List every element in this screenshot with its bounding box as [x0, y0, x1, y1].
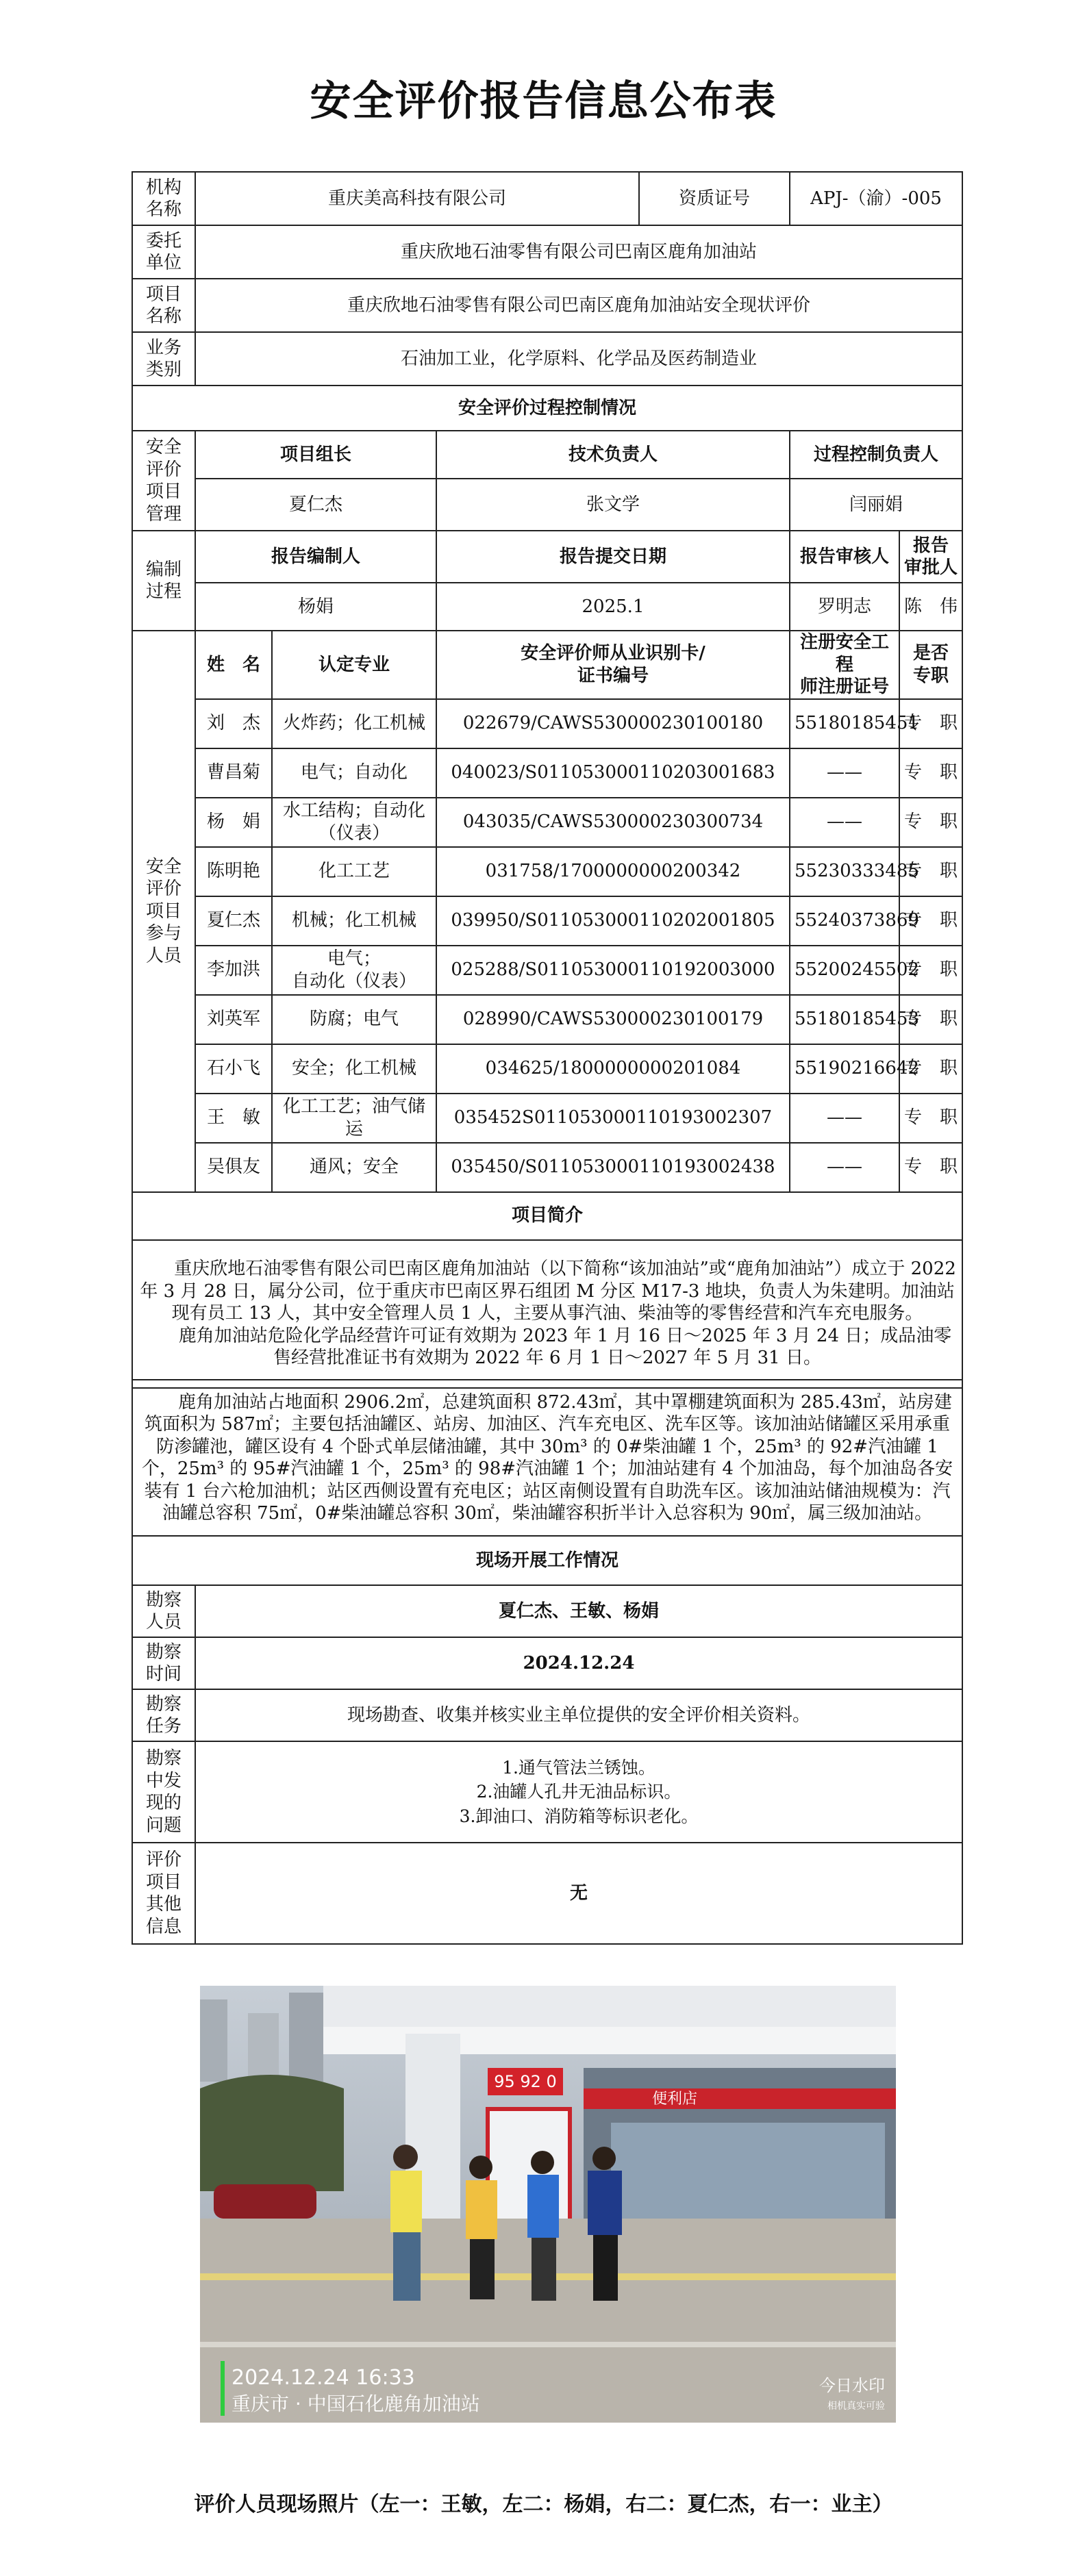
staff-full: 专 职	[899, 748, 962, 798]
author-value: 杨娟	[195, 583, 436, 631]
staff-name: 李加洪	[195, 946, 272, 995]
table-row	[132, 798, 962, 847]
staff-reg: 55190216642	[790, 1044, 899, 1094]
client-label: 委托 单位	[132, 225, 195, 279]
approver-value: 陈 伟	[899, 583, 962, 631]
table-row	[132, 1044, 962, 1094]
staff-full: 专 职	[899, 798, 962, 847]
other-info-label: 评价 项目 其他 信息	[132, 1843, 195, 1944]
staff-card: 040023/S011053000110203001683	[436, 748, 790, 798]
staff-major: 化工工艺	[272, 847, 436, 896]
staff-card: 025288/S011053000110192003000	[436, 946, 790, 995]
table-row	[132, 699, 962, 748]
survey-time-value: 2024.12.24	[195, 1637, 962, 1689]
staff-major: 电气；自动化	[272, 748, 436, 798]
reviewer-value: 罗明志	[790, 583, 899, 631]
staff-major: 通风；安全	[272, 1143, 436, 1192]
tech-header: 技术负责人	[436, 431, 790, 479]
leader-value: 夏仁杰	[195, 479, 436, 531]
staff-reg: 55230333485	[790, 847, 899, 896]
price-sign-text: 95 92 0	[494, 2072, 557, 2091]
staff-full: 专 职	[899, 995, 962, 1044]
staff-card: 031758/1700000000200342	[436, 847, 790, 896]
page-title: 安全评价报告信息公布表	[310, 77, 777, 125]
photo-location: 重庆市 · 中国石化鹿角加油站	[232, 2392, 480, 2415]
process-value: 闫丽娟	[790, 479, 962, 531]
staff-major: 机械；化工机械	[272, 896, 436, 946]
site-photo	[200, 1986, 896, 2423]
staff-full: 专 职	[899, 1143, 962, 1192]
table-row	[132, 1143, 962, 1192]
list-item: 1.通气管法兰锈蚀。	[502, 1758, 655, 1778]
intro-paragraph-3: 鹿角加油站占地面积 2906.2㎡，总建筑面积 872.43㎡，其中罩棚建筑面积为 285.43㎡，站房建筑面积为 587㎡；主要包括油罐区、站房、加油区、汽车充电区、洗车区等。该加油站储罐区采用承重防渗罐池，罐区设有 4 个卧式单层储油罐，其中 30m³ 的 0#柴油罐 1 个，25m³ 的 92#汽油罐 1 个，25m³ 的 95#汽油罐 1 个，25m³ 的 98#汽油罐 1 个；加油站建有 4 个加油岛，每个加油岛各安装有 1 台六枪加油机；站区西侧设置有充电区；站区南侧设置有自助洗车区。该加油站储油规模为：汽油罐总容积 75㎡，0#柴油罐总容积 30㎡，柴油罐容积折半计入总容积为 90㎡，属三级加油站。	[132, 1380, 962, 1536]
staff-name: 曹昌菊	[195, 748, 272, 798]
mgmt-label: 安全 评价 项目 管理	[132, 431, 195, 531]
staff-card: 028990/CAWS530000230100179	[436, 995, 790, 1044]
table-row	[132, 995, 962, 1044]
intro-title: 项目简介	[132, 1192, 962, 1240]
list-item: 3.卸油口、消防箱等标识老化。	[459, 1806, 699, 1826]
biz-label: 业务 类别	[132, 332, 195, 386]
issues-label: 勘察 中发 现的 问题	[132, 1741, 195, 1843]
table-row	[132, 1094, 962, 1143]
photo-watermark: 今日水印	[819, 2376, 885, 2395]
table-row	[132, 946, 962, 995]
staff-full: 专 职	[899, 1044, 962, 1094]
staff-major: 火炸药；化工机械	[272, 699, 436, 748]
staff-card-header: 安全评价师从业识别卡/ 证书编号	[436, 631, 790, 699]
staff-major: 电气； 自动化（仪表）	[272, 946, 436, 995]
staff-reg: 55240373869	[790, 896, 899, 946]
photo-timestamp: 2024.12.24 16:33	[232, 2366, 415, 2390]
org-label: 机构 名称	[132, 172, 195, 225]
intro-paragraph-2: 鹿角加油站危险化学品经营许可证有效期为 2023 年 1 月 16 日～2025 年 3 月 24 日；成品油零售经营批准证书有效期为 2022 年 6 月 1 日～2027 年 5 月 31 日。	[178, 1325, 952, 1369]
info-table-part1	[132, 171, 963, 1389]
staff-name: 刘英军	[195, 995, 272, 1044]
staff-major: 水工结构；自动化 （仪表）	[272, 798, 436, 847]
staff-name: 杨 娟	[195, 798, 272, 847]
project-value: 重庆欣地石油零售有限公司巴南区鹿角加油站安全现状评价	[195, 279, 962, 332]
staff-full: 专 职	[899, 1094, 962, 1143]
intro-paragraph-1: 重庆欣地石油零售有限公司巴南区鹿角加油站（以下简称“该加油站”或“鹿角加油站”）成立于 2022 年 3 月 28 日，属分公司，位于重庆市巴南区界石组团 M 分区 M17-3 地块，负责人为朱建明。加油站现有员工 13 人，其中安全管理人员 1 人，主要从事汽油、柴油等的零售经营和汽车充电服务。	[140, 1259, 956, 1324]
staff-full: 专 职	[899, 847, 962, 896]
date-header: 报告提交日期	[436, 531, 790, 583]
staff-name: 石小飞	[195, 1044, 272, 1094]
onsite-title: 现场开展工作情况	[132, 1536, 962, 1585]
staff-card: 034625/1800000000201084	[436, 1044, 790, 1094]
staff-label: 安全 评价 项目 参与 人员	[132, 631, 195, 1192]
table-row	[132, 847, 962, 896]
process-header: 过程控制负责人	[790, 431, 962, 479]
intro-text	[132, 1240, 962, 1388]
leader-header: 项目组长	[195, 431, 436, 479]
staff-name: 陈明艳	[195, 847, 272, 896]
table-row	[132, 748, 962, 798]
staff-card: 022679/CAWS530000230100180	[436, 699, 790, 748]
survey-people-label: 勘察 人员	[132, 1585, 195, 1637]
tech-value: 张文学	[436, 479, 790, 531]
staff-reg: 55180185453	[790, 995, 899, 1044]
control-section-title: 安全评价过程控制情况	[132, 386, 962, 431]
staff-reg: 55200245502	[790, 946, 899, 995]
staff-major-header: 认定专业	[272, 631, 436, 699]
org-value: 重庆美高科技有限公司	[195, 172, 639, 225]
staff-major: 化工工艺；油气储运	[272, 1094, 436, 1143]
staff-full: 专 职	[899, 699, 962, 748]
photo-watermark-sub: 相机真实可验	[827, 2401, 885, 2412]
staff-name-header: 姓 名	[195, 631, 272, 699]
survey-task-label: 勘察 任务	[132, 1689, 195, 1741]
staff-card: 035450/S011053000110193002438	[436, 1143, 790, 1192]
staff-reg: ——	[790, 798, 899, 847]
site-photo-illustration	[200, 1986, 896, 2423]
biz-value: 石油加工业，化学原料、化学品及医药制造业	[195, 332, 962, 386]
date-value: 2025.1	[436, 583, 790, 631]
staff-name: 刘 杰	[195, 699, 272, 748]
staff-reg: ——	[790, 1094, 899, 1143]
survey-time-label: 勘察 时间	[132, 1637, 195, 1689]
store-sign-text: 便利店	[652, 2091, 698, 2108]
compile-label: 编制 过程	[132, 531, 195, 631]
staff-card: 035452S011053000110193002307	[436, 1094, 790, 1143]
issues-list	[195, 1741, 962, 1843]
cert-value: APJ-（渝）-005	[790, 172, 962, 225]
staff-reg: ——	[790, 1143, 899, 1192]
staff-full: 专 职	[899, 896, 962, 946]
staff-full-header: 是否 专职	[899, 631, 962, 699]
info-table-part2	[132, 1379, 963, 1945]
staff-card: 039950/S011053000110202001805	[436, 896, 790, 946]
cert-label: 资质证号	[639, 172, 790, 225]
list-item: 2.油罐人孔井无油品标识。	[476, 1782, 682, 1802]
staff-major: 防腐；电气	[272, 995, 436, 1044]
reviewer-header: 报告审核人	[790, 531, 899, 583]
staff-name: 夏仁杰	[195, 896, 272, 946]
author-header: 报告编制人	[195, 531, 436, 583]
staff-name: 王 敏	[195, 1094, 272, 1143]
staff-major: 安全；化工机械	[272, 1044, 436, 1094]
project-label: 项目 名称	[132, 279, 195, 332]
staff-reg-header: 注册安全工程 师注册证号	[790, 631, 899, 699]
table-row	[132, 896, 962, 946]
survey-task-value: 现场勘查、收集并核实业主单位提供的安全评价相关资料。	[195, 1689, 962, 1741]
staff-full: 专 职	[899, 946, 962, 995]
survey-people-value: 夏仁杰、王敏、杨娟	[195, 1585, 962, 1637]
staff-reg: 55180185451	[790, 699, 899, 748]
staff-reg: ——	[790, 748, 899, 798]
client-value: 重庆欣地石油零售有限公司巴南区鹿角加油站	[195, 225, 962, 279]
other-info-value: 无	[195, 1843, 962, 1944]
photo-caption: 评价人员现场照片（左一：王敏，左二：杨娟，右二：夏仁杰，右一：业主）	[194, 2492, 893, 2516]
staff-card: 043035/CAWS530000230300734	[436, 798, 790, 847]
approver-header: 报告 审批人	[899, 531, 962, 583]
staff-name: 吴俱友	[195, 1143, 272, 1192]
